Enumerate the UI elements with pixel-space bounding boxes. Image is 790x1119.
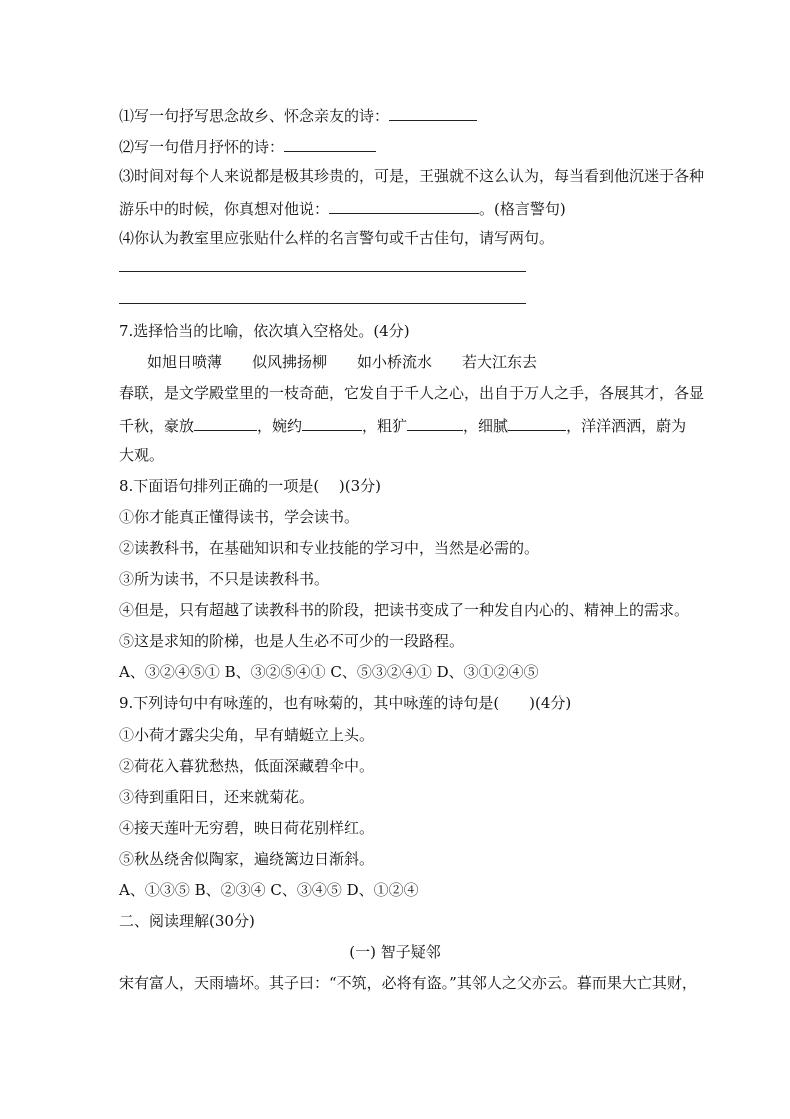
q7-text-line-1: 春联，是文学殿堂里的一枝奇葩，它发自于千人之心，出自于万人之手，各展其才，各显 [119,384,705,402]
q6-item-1-text: ⑴写一句抒写思念故乡、怀念亲友的诗： [119,107,390,125]
q8-answer-choices: A、③②④⑤① B、③②⑤④① C、⑤③②④① D、③①②④⑤ [119,663,539,681]
passage-text-line-1: 宋有富人，天雨墙坏。其子曰：“不筑，必将有盗。”其邻人之父亦云。暮而果大亡其财， [119,974,697,992]
q8-title: 8.下面语句排列正确的一项是( )(3分) [119,477,382,495]
q6-item-2 [119,135,376,157]
q9-title: 9.下列诗句中有咏莲的，也有咏菊的，其中咏莲的诗句是( )(4分) [119,694,572,712]
answer-blank [194,414,257,431]
q6-item-1 [119,104,477,126]
q8-item: ①你才能真正懂得读书，学会读书。 [119,508,360,526]
answer-blank [329,197,479,214]
q9-answer-choices: A、①③⑤ B、②③④ C、③④⑤ D、①②④ [119,881,419,899]
q6-item-3-line-1: ⑶时间对每个人来说都是极其珍贵的，可是，王强就不这么认为，每当看到他沉迷于各种 [119,167,705,185]
answer-blank [508,414,566,431]
q6-item-2-text: ⑵写一句借月抒怀的诗： [119,138,285,156]
q8-item: ③所为读书，不只是读教科书。 [119,570,330,588]
q8-item: ⑤这是求知的阶梯，也是人生必不可少的一段路程。 [119,632,465,650]
q7-title: 7.选择恰当的比喻，依次填入空格处。(4分) [119,322,410,340]
answer-blank [302,414,362,431]
section-heading: 二、阅读理解(30分) [119,912,255,930]
q9-item: ②荷花入暮犹愁热，低面深藏碧伞中。 [119,757,375,775]
q6-item-3-line-2 [119,197,566,219]
answer-blank [284,135,376,152]
q7-text-seg: 千秋，豪放 [119,417,195,435]
answer-blank [389,104,477,121]
answer-line [119,271,526,272]
q7-text-seg: ，细腻 [463,417,509,435]
q7-text-line-3: 大观。 [119,446,165,464]
q7-text-seg: ，洋洋洒洒，蔚为 [566,417,687,435]
answer-blank [407,414,463,431]
q8-item: ②读教科书，在基础知识和专业技能的学习中，当然是必需的。 [119,539,540,557]
q6-item-4: ⑷你认为教室里应张贴什么样的名言警句或千古佳句，请写两句。 [119,229,555,247]
q7-options: 如旭日喷薄 似风拂扬柳 如小桥流水 若大江东去 [147,353,538,371]
q7-text-line-2 [119,414,686,436]
q7-text-seg: ，婉约 [257,417,303,435]
q8-item: ④但是，只有超越了读教科书的阶段，把读书变成了一种发自内心的、精神上的需求。 [119,601,690,619]
answer-line [119,303,526,304]
q7-text-seg: ，粗犷 [362,417,408,435]
q9-item: ③待到重阳日，还来就菊花。 [119,788,315,806]
q6-item-3-suffix: 。(格言警句) [479,200,566,218]
q9-item: ①小荷才露尖尖角，早有蜻蜓立上头。 [119,726,375,744]
passage-title: (一) 智子疑邻 [349,943,441,961]
q9-item: ⑤秋丛绕舍似陶家，遍绕篱边日渐斜。 [119,850,375,868]
q6-item-3-text: 游乐中的时候，你真想对他说： [119,200,330,218]
q9-item: ④接天莲叶无穷碧，映日荷花别样红。 [119,819,375,837]
